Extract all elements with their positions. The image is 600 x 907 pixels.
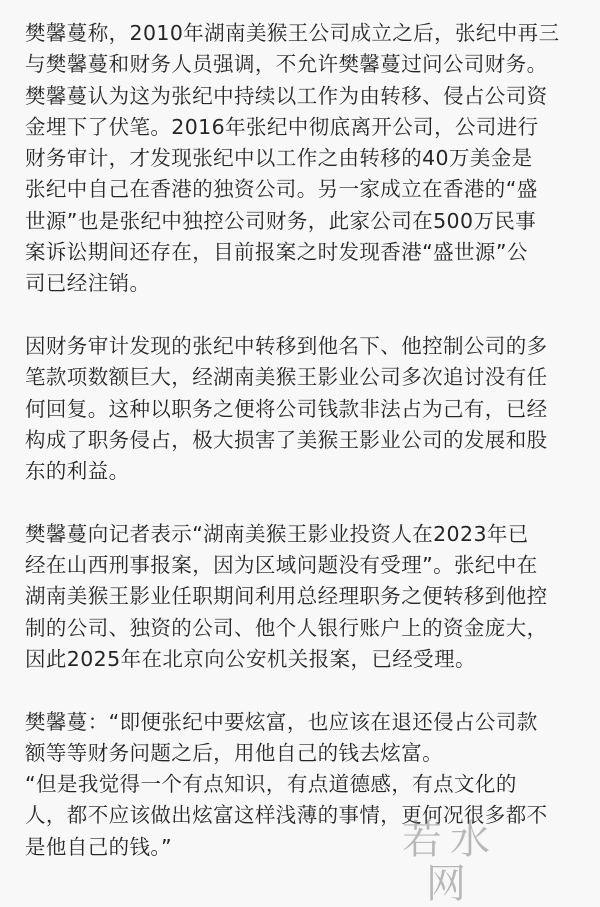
paragraph <box>25 519 595 675</box>
text-line: 财务审计，才发现张纪中以工作之由转移的40万美金是 <box>25 146 533 171</box>
watermark-logo <box>385 818 515 906</box>
text-line: 经在山西刑事报案，因为区域问题没有受理”。张纪中在 <box>25 553 538 578</box>
text-line: 樊馨蔓认为这为张纪中持续以工作为由转移、侵占公司资 <box>25 83 548 108</box>
paragraph <box>25 18 595 300</box>
text-line: 笔款项数额巨大，经湖南美猴王影业公司多次追讨没有任 <box>25 365 548 390</box>
text-line: 是他自己的钱。” <box>25 834 173 859</box>
text-line: 何回复。这种以职务之便将公司钱款非法占为己有，已经 <box>25 396 548 421</box>
watermark-text: 若水网 <box>402 817 498 907</box>
text-line: 与樊馨蔓和财务人员强调，不允许樊馨蔓过问公司财务。 <box>25 52 548 77</box>
text-line: 因此2025年在北京向公安机关报案，已经受理。 <box>25 646 476 671</box>
text-line: 额等等财务问题之后，用他自己的钱去炫富。 <box>25 740 443 765</box>
text-line: 樊馨蔓向记者表示“湖南美猴王影业投资人在2023年已 <box>25 521 529 546</box>
text-line: 世源”也是张纪中独控公司财务，此家公司在500万民事 <box>25 208 537 233</box>
text-line: “但是我觉得一个有点知识，有点道德感，有点文化的 <box>25 772 517 797</box>
text-line: 湖南美猴王影业任职期间利用总经理职务之便转移到他控 <box>25 584 548 609</box>
text-line: 张纪中自己在香港的独资公司。另一家成立在香港的“盛 <box>25 177 538 202</box>
text-line: 司已经注销。 <box>25 271 151 296</box>
text-line: 金埋下了伏笔。2016年张纪中彻底离开公司，公司进行 <box>25 114 539 139</box>
article-body <box>25 18 595 894</box>
paragraph <box>25 331 595 487</box>
text-line: 因财务审计发现的张纪中转移到他名下、他控制公司的多 <box>25 333 548 358</box>
text-line: 人，都不应该做出炫富这样浅薄的事情，更何况很多都不 <box>25 803 548 828</box>
text-line: 东的利益。 <box>25 459 130 484</box>
text-line: 构成了职务侵占，极大损害了美猴王影业公司的发展和股 <box>25 427 548 452</box>
text-line: 樊馨蔓：“即便张纪中要炫富，也应该在退还侵占公司款 <box>25 709 538 734</box>
text-line: 制的公司、独资的公司、他个人银行账户上的资金庞大， <box>25 615 548 640</box>
text-line: 案诉讼期间还存在，目前报案之时发现香港“盛世源”公 <box>25 240 528 265</box>
text-line: 樊馨蔓称，2010年湖南美猴王公司成立之后，张纪中再三 <box>25 21 560 45</box>
